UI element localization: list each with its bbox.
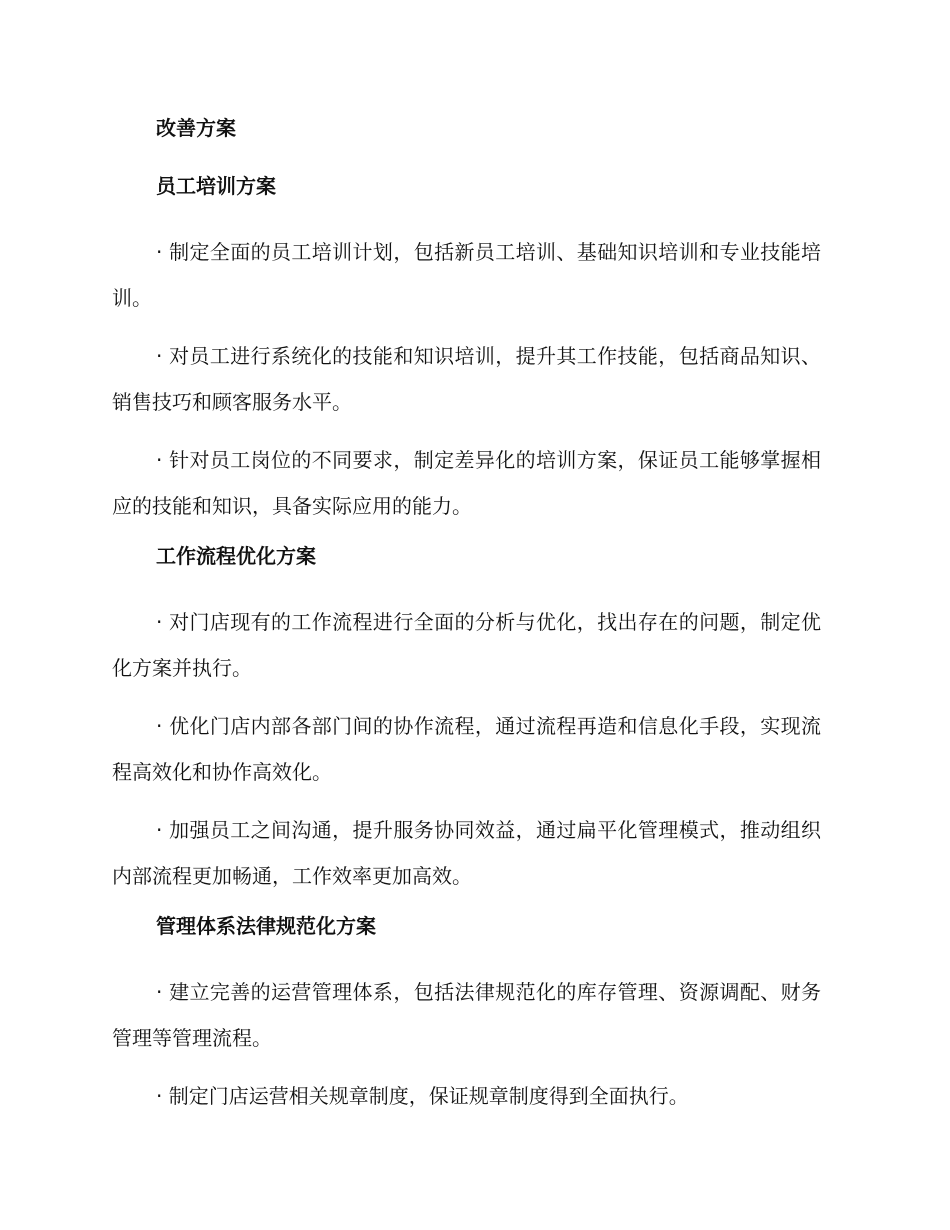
- section-heading-workflow: 工作流程优化方案: [156, 544, 316, 568]
- training-item-2: · 对员工进行系统化的技能和知识培训，提升其工作技能，包括商品知识、销售技巧和顾客服务水平。: [112, 344, 821, 414]
- workflow-item-3: · 加强员工之间沟通，提升服务协同效益，通过扁平化管理模式，推动组织内部流程更加畅通，工作效率更加高效。: [112, 818, 821, 888]
- document-body: [112, 0, 821, 1119]
- workflow-item-2: · 优化门店内部各部门间的协作流程，通过流程再造和信息化手段，实现流程高效化和协作高效化。: [112, 714, 821, 784]
- management-item-1: · 建立完善的运营管理体系，包括法律规范化的库存管理、资源调配、财务管理等管理流程。: [112, 980, 821, 1050]
- management-item-2: · 制定门店运营相关规章制度，保证规章制度得到全面执行。: [156, 1084, 689, 1108]
- section-heading-training: 员工培训方案: [156, 174, 276, 198]
- document-title: 改善方案: [156, 116, 236, 140]
- workflow-item-1: · 对门店现有的工作流程进行全面的分析与优化，找出存在的问题，制定优化方案并执行。: [112, 610, 821, 680]
- training-item-1: · 制定全面的员工培训计划，包括新员工培训、基础知识培训和专业技能培训。: [112, 240, 821, 310]
- training-item-3: · 针对员工岗位的不同要求，制定差异化的培训方案，保证员工能够掌握相应的技能和知识，具备实际应用的能力。: [112, 448, 821, 518]
- section-heading-management: 管理体系法律规范化方案: [156, 914, 376, 938]
